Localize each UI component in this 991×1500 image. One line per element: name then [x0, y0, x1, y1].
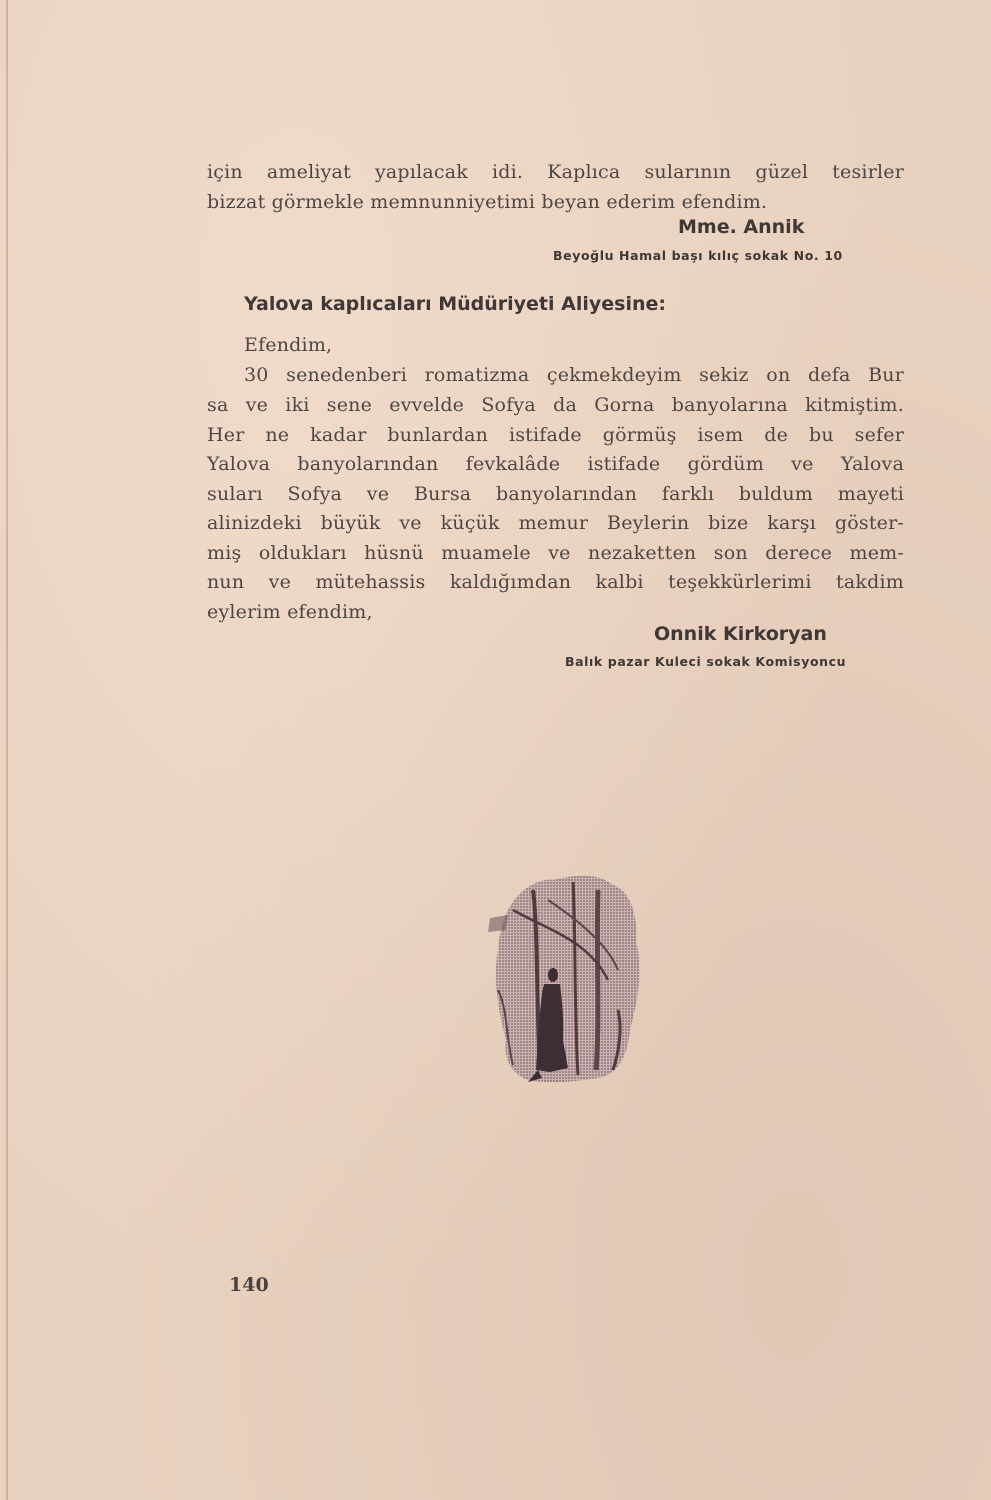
page-gutter — [6, 0, 8, 1500]
letter2-salutation: Efendim, — [244, 334, 333, 356]
letter1-line-2: bizzat görmekle memnunniyetimi beyan ederim efendim. — [207, 191, 768, 213]
letter2-line-6: alinizdeki büyük ve küçük memur Beylerin bize karşı göster- — [207, 512, 904, 534]
letter2-line-9: eylerim efendim, — [207, 601, 373, 623]
letter2-line-7: miş oldukları hüsnü muamele ve nezaketten son derece mem- — [207, 542, 904, 564]
letter1-line-1: için ameliyat yapılacak idi. Kaplıca sularının güzel tesirler — [207, 161, 904, 183]
page-number: 140 — [229, 1274, 269, 1296]
letter2-line-5: suları Sofya ve Bursa banyolarından farklı buldum mayeti — [207, 483, 904, 505]
letter2-line-8: nun ve mütehassis kaldığımdan kalbi teşekkürlerimi takdim — [207, 571, 904, 593]
letter2-signature-name: Onnik Kirkoryan — [654, 623, 827, 645]
letter2-line-3: Her ne kadar bunlardan istifade görmüş isem de bu sefer — [207, 424, 904, 446]
forest-figure-illustration — [478, 870, 650, 1085]
letter2-line-4: Yalova banyolarından fevkalâde istifade gördüm ve Yalova — [207, 453, 904, 475]
letter2-line-2: sa ve iki sene evvelde Sofya da Gorna banyolarına kitmiştim. — [207, 394, 904, 416]
letter1-signature-address: Beyoğlu Hamal başı kılıç sokak No. 10 — [553, 248, 843, 263]
letter1-signature-name: Mme. Annik — [678, 216, 805, 238]
letter2-signature-address: Balık pazar Kuleci sokak Komisyoncu — [565, 654, 847, 669]
letter2-heading: Yalova kaplıcaları Müdüriyeti Aliyesine: — [244, 293, 666, 315]
letter2-line-1: 30 senedenberi romatizma çekmekdeyim sekiz on defa Bur — [244, 364, 904, 386]
